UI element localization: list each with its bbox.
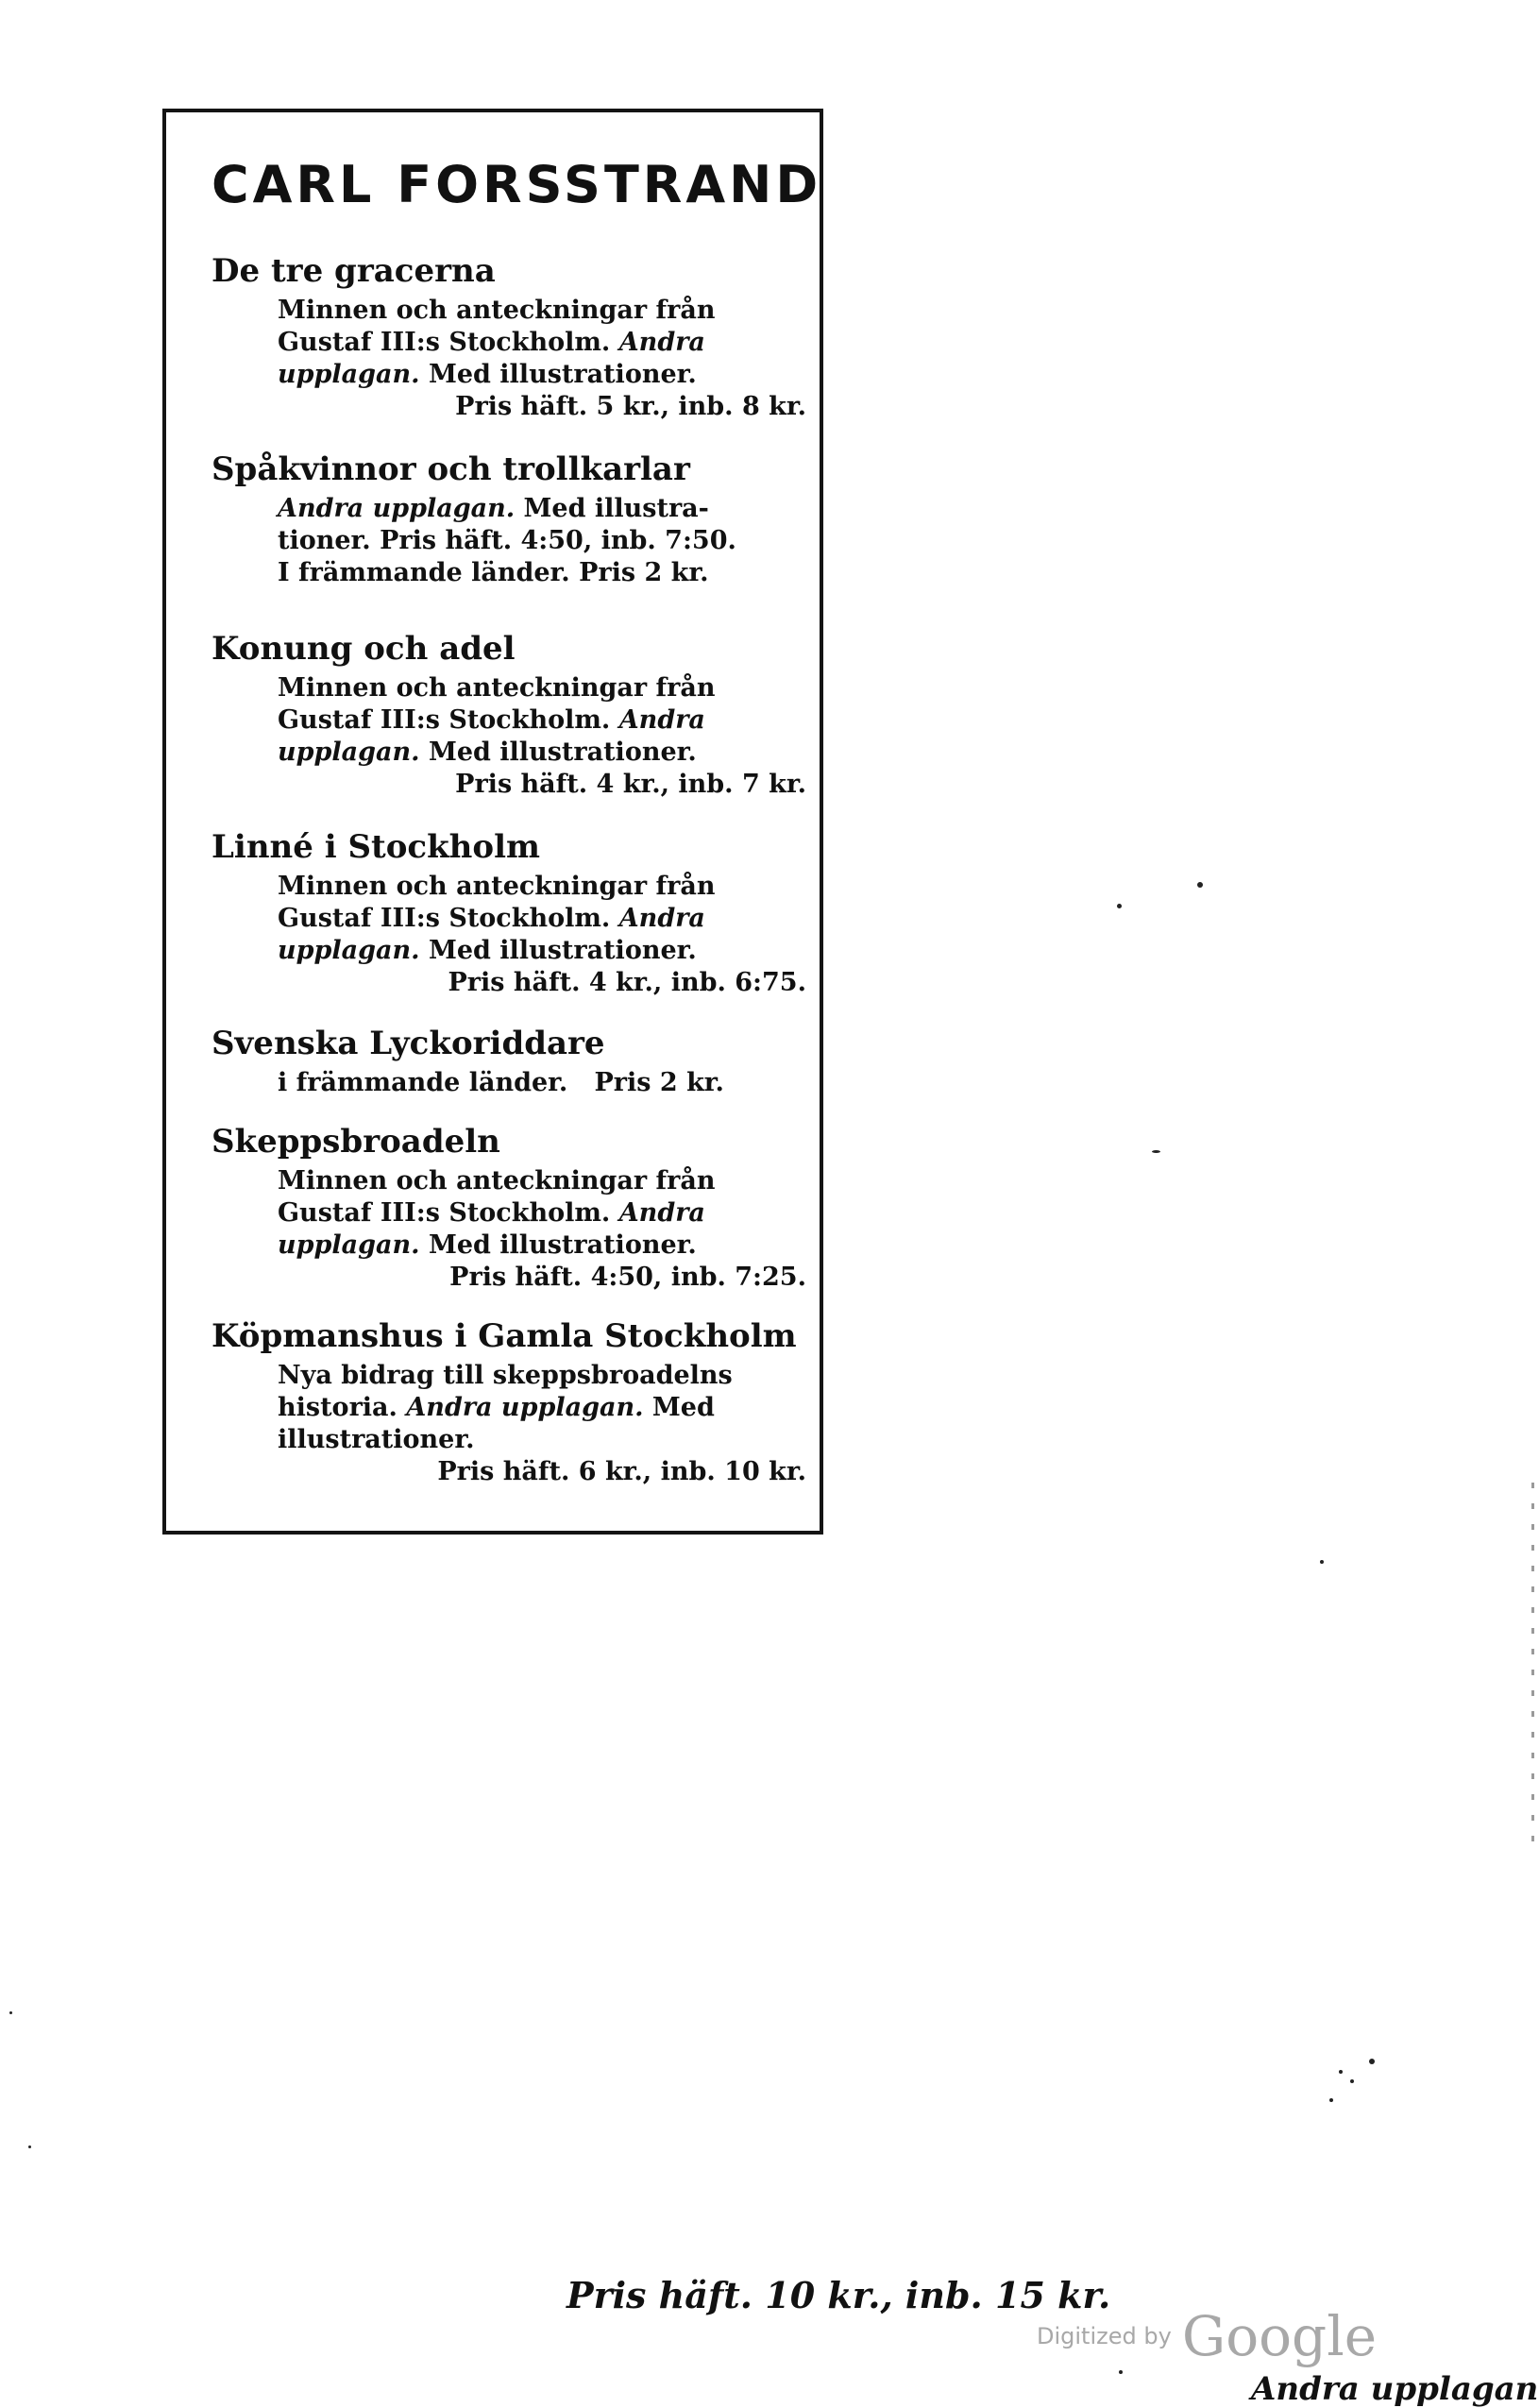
- book-description: [278, 1360, 806, 1488]
- edition-text: Andra: [618, 328, 705, 358]
- description-text: Gustaf III:s Stockholm.: [278, 705, 611, 736]
- description-line: illustrationer.: [278, 1425, 475, 1455]
- book-title: Spåkvinnor och trollkarlar: [211, 450, 690, 488]
- edition-text: Andra upplagan.: [278, 494, 516, 524]
- book-title: De tre gracerna: [211, 252, 496, 290]
- description-text: Med illustrationer.: [428, 936, 697, 966]
- description-text: historia.: [278, 1393, 397, 1423]
- book-entry: [211, 254, 806, 423]
- description-line: I främmande länder. Pris 2 kr.: [278, 558, 709, 588]
- book-entry: [211, 1319, 806, 1488]
- book-title: Linné i Stockholm: [211, 828, 540, 866]
- book-title: Svenska Lyckoriddare: [211, 1025, 605, 1062]
- price-line: Pris häft. 4 kr., inb. 6:75.: [448, 968, 806, 998]
- description-line: Minnen och anteckningar från: [278, 673, 716, 704]
- price-line: Pris häft. 4:50, inb. 7:25.: [449, 1263, 806, 1293]
- book-entry: [211, 1125, 806, 1294]
- description-line: [278, 1392, 806, 1424]
- description-line: tioner. Pris häft. 4:50, inb. 7:50.: [278, 526, 736, 556]
- author-heading: CARL FORSSTRAND: [211, 155, 822, 214]
- book-description: [278, 1067, 806, 1099]
- scan-speck: [1339, 2070, 1343, 2074]
- cut-off-text: Andra upplagan: [1251, 2370, 1539, 2408]
- description-line: [278, 1229, 806, 1262]
- scan-speck: [1152, 1150, 1160, 1153]
- scan-edge-mark: [1531, 1483, 1534, 1841]
- scan-speck: [1369, 2059, 1375, 2064]
- description-line: Minnen och anteckningar från: [278, 872, 716, 902]
- description-text: Med illustrationer.: [428, 1230, 697, 1261]
- description-text: Gustaf III:s Stockholm.: [278, 328, 611, 358]
- price-text: Pris 2 kr.: [594, 1068, 724, 1098]
- scan-speck: [28, 2145, 31, 2148]
- digitized-by-google-watermark: [1037, 2304, 1377, 2368]
- description-line: [278, 1197, 806, 1229]
- edition-text: upplagan.: [278, 936, 420, 966]
- description-line: [278, 327, 806, 359]
- book-entry: [211, 830, 806, 999]
- description-text: i främmande länder.: [278, 1068, 568, 1098]
- book-description: [278, 871, 806, 999]
- watermark-google-logo: Google: [1181, 2304, 1378, 2368]
- book-entry: [211, 1026, 806, 1099]
- description-text: Gustaf III:s Stockholm.: [278, 904, 611, 934]
- edition-text: upplagan.: [278, 360, 420, 390]
- edition-text: Andra: [618, 705, 705, 736]
- watermark-digitized-text: Digitized by: [1037, 2323, 1172, 2349]
- description-line: Minnen och anteckningar från: [278, 1166, 716, 1196]
- scan-speck: [1197, 882, 1203, 888]
- book-title: Konung och adel: [211, 630, 516, 668]
- description-line: Minnen och anteckningar från: [278, 296, 716, 326]
- scan-speck: [1117, 904, 1122, 908]
- book-title: Skeppsbroadeln: [211, 1123, 500, 1161]
- book-description: [278, 672, 806, 801]
- edition-text: Andra: [618, 1198, 705, 1229]
- book-title: Köpmanshus i Gamla Stockholm: [211, 1317, 797, 1355]
- scan-speck: [9, 2011, 12, 2014]
- price-line: Pris häft. 6 kr., inb. 10 kr.: [437, 1457, 806, 1487]
- description-line: [278, 903, 806, 935]
- edition-text: upplagan.: [278, 738, 420, 768]
- description-line: [278, 737, 806, 769]
- scan-speck: [1329, 2098, 1333, 2102]
- description-line: [278, 359, 806, 391]
- book-description: [278, 1165, 806, 1294]
- price-line: Pris häft. 5 kr., inb. 8 kr.: [455, 392, 806, 422]
- book-description: [278, 295, 806, 423]
- description-text: Med illustrationer.: [428, 360, 697, 390]
- description-line: Nya bidrag till skeppsbroadelns: [278, 1361, 733, 1391]
- description-line: [278, 1067, 806, 1099]
- scan-speck: [1320, 1560, 1324, 1564]
- description-line: [278, 704, 806, 737]
- edition-text: upplagan.: [278, 1230, 420, 1261]
- book-entry: [211, 452, 806, 589]
- scan-speck: [1119, 2370, 1123, 2374]
- description-text: Gustaf III:s Stockholm.: [278, 1198, 611, 1229]
- book-description: [278, 493, 806, 589]
- description-text: Med: [651, 1393, 715, 1423]
- description-text: Med illustrationer.: [428, 738, 697, 768]
- price-line: Pris häft. 4 kr., inb. 7 kr.: [455, 770, 806, 800]
- book-entry: [211, 632, 806, 801]
- description-text: Med illustra-: [523, 494, 709, 524]
- description-line: [278, 493, 806, 525]
- scan-speck: [1350, 2079, 1354, 2083]
- bottom-price-line: Pris häft. 10 kr., inb. 15 kr.: [567, 2274, 1111, 2316]
- advertisement-box: [162, 109, 823, 1535]
- edition-text: Andra: [618, 904, 705, 934]
- edition-text: Andra upplagan.: [406, 1393, 644, 1423]
- description-line: [278, 935, 806, 967]
